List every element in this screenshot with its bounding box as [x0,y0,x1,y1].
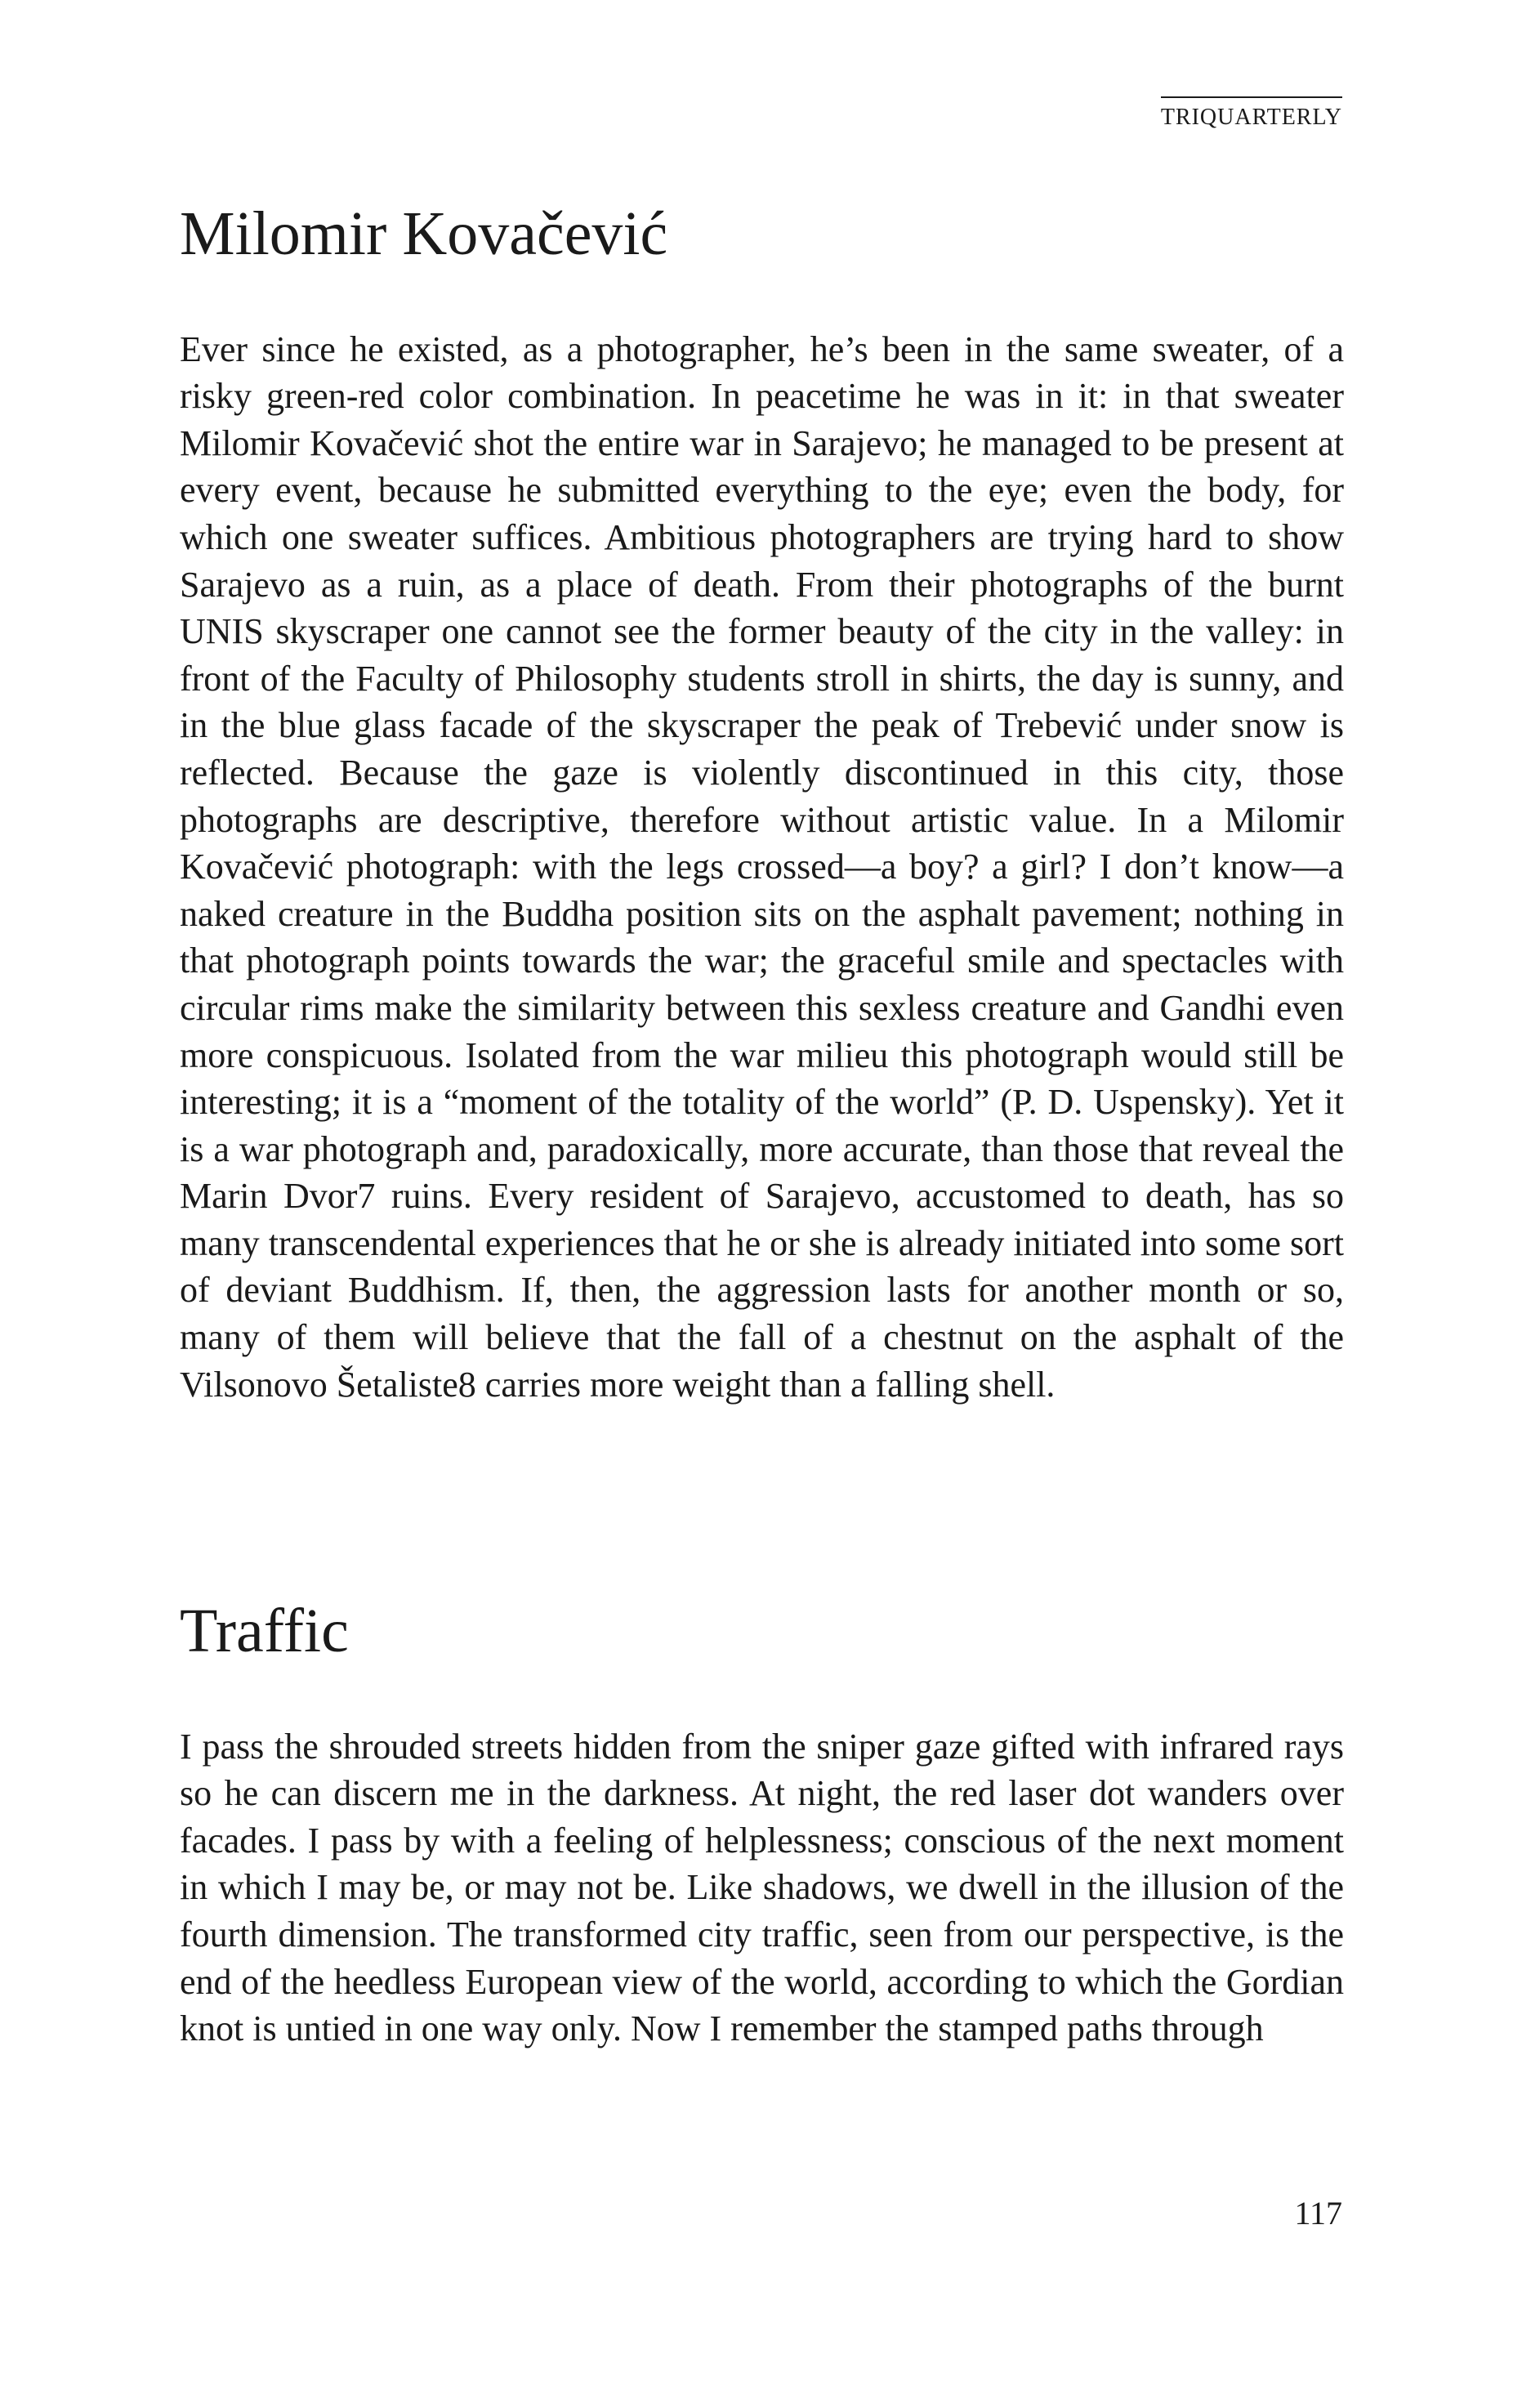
section-body-text: I pass the shrouded streets hidden from the sniper gaze gifted with infrared rays so he can discern me in the darkness. At night, the red laser dot wanders over facades. I pass by with a feeling of helplessness; conscious of the next moment in which I may be, or may not be. Like shadows, we dwell in the illusion of the fourth dimension. The transformed city traffic, seen from our perspective, is the end of the heedless European view of the world, according to which the Gordian knot is untied in one way only. Now I remember the stamped paths through [180,1726,1344,2049]
running-head: TRIQUARTERLY [1161,96,1342,131]
section-body-text: Ever since he existed, as a photographer, he’s been in the same sweater, of a risky green-red color combination. In peacetime he was in it: in that sweater Milomir Kovačević shot the entire war in Sarajevo; he managed to be present at every event, because he submitted everything to the eye; even the body, for which one sweater suffices. Ambitious photographers are trying hard to show Sarajevo as a ruin, as a place of death. From their photographs of the burnt UNIS skyscraper one cannot see the former beauty of the city in the valley: in front of the Faculty of Philosophy students stroll in shirts, the day is sunny, and in the blue glass facade of the skyscraper the peak of Trebević under snow is reflected. Because the gaze is violently discontinued in this city, those photographs are descriptive, therefore without artistic value. In a Milomir Kovačević photograph: with the legs crossed—a boy? a girl? I don’t know—a naked creature in the Buddha position sits on the asphalt pavement; nothing in that photograph points towards the war; the graceful smile and spectacles with circular rims make the similarity between this sexless creature and Gandhi even more conspicuous. Isolated from the war milieu this photograph would still be interesting; it is a “moment of the totality of the world” (P. D. Uspensky). Yet it is a war photograph and, paradoxically, more accurate, than those that reveal the Marin Dvor7 ruins. Every resident of Sarajevo, accustomed to death, has so many transcendental experiences that he or she is already initiated into some sort of deviant Buddhism. If, then, the aggression lasts for another month or so, many of them will believe that the fall of a chestnut on the asphalt of the Vilsonovo Šetaliste8 carries more weight than a falling shell. [180,328,1344,1405]
section-heading: Traffic [180,1597,349,1665]
section-heading: Milomir Kovačević [180,199,668,268]
section-traffic [180,1597,1344,2053]
page-number: 117 [1294,2195,1342,2232]
section-milomir-kovacevic [180,200,1344,1408]
